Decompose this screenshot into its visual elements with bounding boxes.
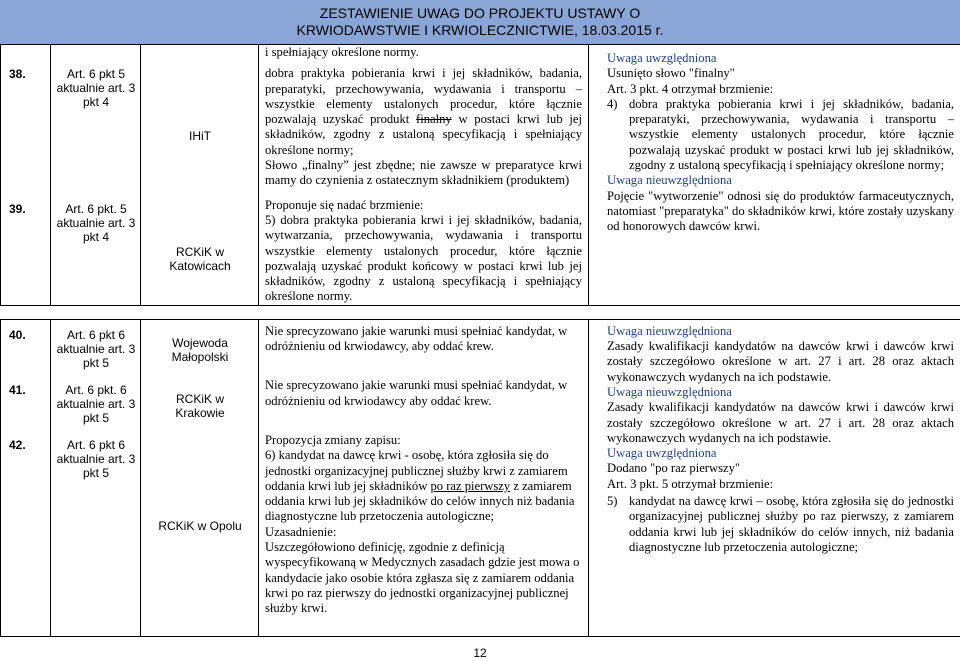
header-line-1: ZESTAWIENIE UWAG DO PROJEKTU USTAWY O xyxy=(319,5,641,21)
response-paragraph: Zasady kwalifikacji kandydatów na dawców krwi i dawców krwi zostały szczegółowo określone w art. 27 i art. 28 oraz aktach wykonawczych wydanych na ich podstawie. xyxy=(607,400,954,445)
article-line: Art. 6 pkt 6 xyxy=(66,437,126,452)
table-row xyxy=(1,319,960,636)
article-line: aktualnie art. 3 xyxy=(56,81,136,95)
article-line: Art. 6 pkt. 6 xyxy=(65,382,127,397)
row-number-cell xyxy=(1,319,51,636)
article-ref xyxy=(51,67,141,109)
response-paragraph: Zasady kwalifikacji kandydatów na dawców krwi i dawców krwi zostały szczegółowo określone w art. 27 i art. 28 oraz aktach wykonawczych wydanych na ich podstawie. xyxy=(607,339,954,384)
proposal-paragraph xyxy=(265,66,582,158)
proposal-paragraph: Nie sprecyzowano jakie warunki musi spełniać kandydat, w odróżnieniu od krwiodawcy, aby oddać krew. xyxy=(265,323,568,354)
proposal-span: dobra praktyka pobierania krwi i jej składników, badania, preparatyki, przechowywania, wydawania i transportu – wszystkie elementy ustalonych procedur, które łącznie pozwalają uzyskać produkt xyxy=(265,66,582,127)
comments-table xyxy=(0,44,960,637)
proposal-paragraph: 5) dobra praktyka pobierania krwi i jej składników, badania, wytwarzania, przechowywania, wydawania i transportu wszystkie elementy ustalonych procedur, które łącznie pozwalają uzyskać produkt końcowy w postaci krwi lub jej składników, zgodny z ustaloną specyfikacją i spełniający określone normy. xyxy=(265,212,582,304)
proposal-paragraph xyxy=(265,448,582,524)
header-line-2: KRWIODAWSTWIE I KRWIOLECZNICTWIE, 18.03.2015 r. xyxy=(296,22,664,38)
proposal-paragraph: Uszczegółowiono definicję, zgodnie z definicją wyspecyfikowaną w Medycznych zasadach gdzie jest mowa o kandydacie jako osobie która zgłasza się z zamiarem oddania krwi po raz pierwszy do jednostki organizacyjnej publicznej służby krwi. xyxy=(265,540,580,616)
underlined-phrase: po raz pierwszy xyxy=(430,478,511,493)
proposal-paragraph: Nie sprecyzowano jakie warunki musi spełniać kandydat, w odróżnieniu od krwiodawcy aby oddać krew. xyxy=(265,378,568,408)
response-paragraph: Pojęcie "wytworzenie" odnosi się do produktów farmaceutycznych, natomiast "preparatyka" do składników krwi, które zostały uzyskany od honorowych dawców krwi. xyxy=(607,188,954,234)
row-number: 40. xyxy=(9,327,26,342)
proposal-text xyxy=(259,45,588,305)
page-number: 12 xyxy=(473,646,487,660)
response-line: Art. 3 pkt. 5 otrzymał brzmienie: xyxy=(607,476,774,491)
institution-name xyxy=(141,245,259,273)
proposal-text xyxy=(259,324,588,617)
response-numbered xyxy=(607,494,954,555)
response-body: kandydat na dawcę krwi – osobę, która zgłosiła się do jednostki organizacyjnej publicznej służby po raz pierwszy, z zamiarem oddania krwi lub jej składników do celów innych, niż badania diagnostyczne lub przetoczenia autologiczne; xyxy=(629,494,954,554)
proposal-span: w postaci krwi lub jej składników, zgodny z ustaloną specyfikacją i spełniający określone normy; xyxy=(265,112,582,157)
row-number: 39. xyxy=(9,202,26,216)
article-line: pkt 4 xyxy=(82,230,109,244)
article-cell xyxy=(51,45,141,306)
response-numbered xyxy=(607,97,954,173)
article-ref xyxy=(51,328,141,370)
proposal-line: i spełniający określone normy. xyxy=(265,45,419,59)
institution-name xyxy=(141,392,259,420)
proposal-comment: Słowo „finalny” jest zbędne; nie zawsze w preparatyce krwi mamy do czynienia z ostatecznym składnikiem (produktem) xyxy=(265,158,582,188)
article-line: aktualnie art. 3 xyxy=(56,396,136,411)
article-line: aktualnie art. 3 xyxy=(56,451,136,466)
article-line: aktualnie art. 3 xyxy=(56,341,136,356)
response-status: Uwaga uwzględniona xyxy=(607,446,717,461)
article-line: pkt 4 xyxy=(82,95,109,109)
article-ref xyxy=(51,438,141,480)
article-line: aktualnie art. 3 xyxy=(56,216,136,230)
article-line: Art. 6 pkt 6 xyxy=(66,327,126,342)
response-body: dobra praktyka pobierania krwi i jej składników, badania, preparatyki, przechowywania, wydawania i transportu – wszystkie elementy ustalonych procedur, które łącznie pozwalają uzyskać produkt w postaci krwi lub jej składników, zgodny z ustaloną specyfikacją i spełniający określone normy; xyxy=(629,96,954,173)
response-status: Uwaga nieuwzględniona xyxy=(607,323,732,338)
institution-line: RCKiK w xyxy=(175,245,224,259)
institution-line: Małopolski xyxy=(171,349,229,364)
article-line: pkt 5 xyxy=(82,410,109,425)
proposal-line: Proponuje się nadać brzmienie: xyxy=(265,197,424,212)
row-number: 38. xyxy=(9,67,26,81)
proposal-line: Propozycja zmiany zapisu: xyxy=(265,432,401,447)
document-header xyxy=(0,0,960,44)
article-ref xyxy=(51,202,141,244)
institution-line: Katowicach xyxy=(169,259,231,273)
response-line: Usunięto słowo "finalny" xyxy=(607,66,735,81)
institution-cell xyxy=(141,319,259,636)
response-number: 4) xyxy=(607,96,618,111)
response-line: Dodano "po raz pierwszy" xyxy=(607,461,741,476)
table-row xyxy=(1,45,960,306)
institution-line: Krakowie xyxy=(175,405,225,420)
institution-name xyxy=(141,336,259,364)
response-text xyxy=(589,51,960,235)
article-cell xyxy=(51,319,141,636)
response-status: Uwaga uwzględniona xyxy=(607,51,717,65)
row-number: 41. xyxy=(9,382,26,397)
proposal-span: 6) kandydat na dawcę krwi - osobę, która zgłosiła się do jednostki organizacyjnej publicznej służby krwi z zamiarem oddania krwi lub jej składników xyxy=(265,448,568,493)
article-line: Art. 6 pkt. 5 xyxy=(65,202,127,216)
response-status: Uwaga nieuwzględniona xyxy=(607,384,732,399)
response-cell xyxy=(589,45,960,306)
article-line: pkt 5 xyxy=(82,355,109,370)
row-number-cell xyxy=(1,45,51,306)
institution-line: Wojewoda xyxy=(172,335,228,350)
response-number: 5) xyxy=(607,494,618,509)
institution-name: RCKiK w Opolu xyxy=(158,518,242,533)
institution-line: RCKiK w xyxy=(175,391,224,406)
proposal-span: z zamiarem oddania krwi lub jej składników do celów innych niż badania diagnostyczne lub przetoczenia autologiczne; xyxy=(265,478,575,524)
table-row-spacer xyxy=(1,305,960,319)
proposal-cell xyxy=(259,319,589,636)
row-number: 42. xyxy=(9,437,26,452)
response-line: Art. 3 pkt. 4 otrzymał brzmienie: xyxy=(607,81,774,96)
response-cell xyxy=(589,319,960,636)
response-status: Uwaga nieuwzględniona xyxy=(607,173,732,188)
article-line: pkt 5 xyxy=(82,465,109,480)
institution-name: IHiT xyxy=(189,129,211,143)
article-line: Art. 6 pkt 5 xyxy=(66,67,126,81)
institution-cell xyxy=(141,45,259,306)
proposal-cell xyxy=(259,45,589,306)
struck-word: finalny xyxy=(416,112,452,127)
article-ref xyxy=(51,383,141,425)
response-text xyxy=(589,324,960,555)
proposal-line: Uzasadnienie: xyxy=(265,524,337,539)
